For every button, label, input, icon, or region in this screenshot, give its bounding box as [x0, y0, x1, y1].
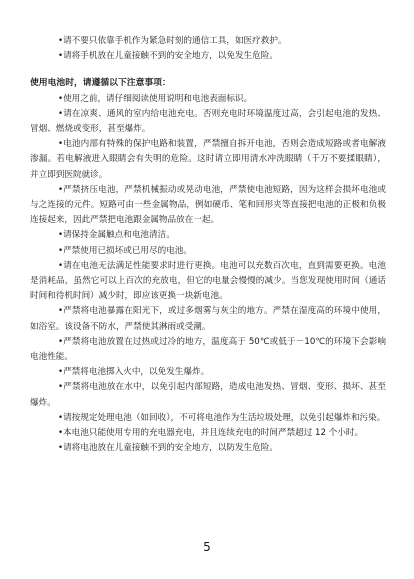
- battery-item-charger: •本电池只能使用专用的充电器充电，并且连续充电的时间严禁超过 12 个小时。: [58, 428, 364, 439]
- battery-item-read-instructions: •使用之前，请仔细阅读使用说明和电池表面标识。: [58, 93, 253, 104]
- battery-item-replace: •请在电池无法满足性能要求时进行更换。电池可以充数百次电，直到需要更换。电池是消耗品，虽然它可以上百次的充放电，但它的电量会慢慢的减少。当您发现使用时间（通话时间和待机时间）减少时，即应该更换一块新电池。: [30, 260, 386, 302]
- battery-item-disposal: •请按规定处理电池（如回收），不可将电池作为生活垃圾处理，以免引起爆炸和污染。: [58, 412, 386, 423]
- safety-item-children-phone: •请将手机放在儿童接触不到的安全地方，以免发生危险。: [58, 51, 278, 62]
- page-number: 5: [203, 540, 211, 554]
- battery-item-charge-ventilated: •请在凉爽、通风的室内给电池充电。否则充电时环境温度过高，会引起电池的发热、冒烟、燃烧或变形，甚至爆炸。: [30, 108, 386, 135]
- battery-item-no-damaged: •严禁使用已损坏或已用尽的电池。: [58, 245, 192, 256]
- battery-item-temperature: •严禁将电池放置在过热或过冷的地方，温度高于 50℃或低于－10℃的环境下会影响电池性能。: [30, 336, 386, 363]
- battery-item-clean-contacts: •请保持金属触点和电池清洁。: [58, 230, 175, 241]
- page-content: [30, 34, 386, 456]
- safety-item-emergency: •请不要只依靠手机作为紧急时刻的通信工具，如医疗救护。: [58, 36, 287, 46]
- battery-item-no-water: •严禁将电池放在水中，以免引起内部短路，造成电池发热、冒烟、变形、损坏、甚至爆炸。: [30, 382, 386, 408]
- battery-item-no-fire: •严禁将电池掷入火中，以免发生爆炸。: [58, 367, 210, 378]
- battery-item-no-short-circuit: •严禁挤压电池，严禁机械振动或晃动电池，严禁使电池短路，因为这样会损坏电池或与之连接的元件。短路可由一些金属物品，例如硬币、笔和回形夹等直接把电池的正极和负极连接起来，因此严禁把电池跟金属物品放在一起。: [30, 184, 386, 226]
- battery-item-no-sunlight: •严禁将电池暴露在阳光下，或过多烟雾与灰尘的地方。严禁在湿度高的环境中使用，如浴室。该设备不防水，严禁使其淋雨或受潮。: [30, 306, 386, 332]
- battery-section-heading: 使用电池时，请遵循以下注意事项：: [30, 78, 171, 89]
- battery-item-children: •请将电池放在儿童接触不到的安全地方，以防发生危险。: [58, 443, 278, 454]
- battery-item-no-disassembly: •电池内部有特殊的保护电路和装置，严禁擅自拆开电池，否则会造成短路或者电解液渗漏。若电解液进入眼睛会有失明的危险。这时请立即用清水冲洗眼睛（千万不要揉眼睛），并立即到医院就诊。: [30, 139, 386, 180]
